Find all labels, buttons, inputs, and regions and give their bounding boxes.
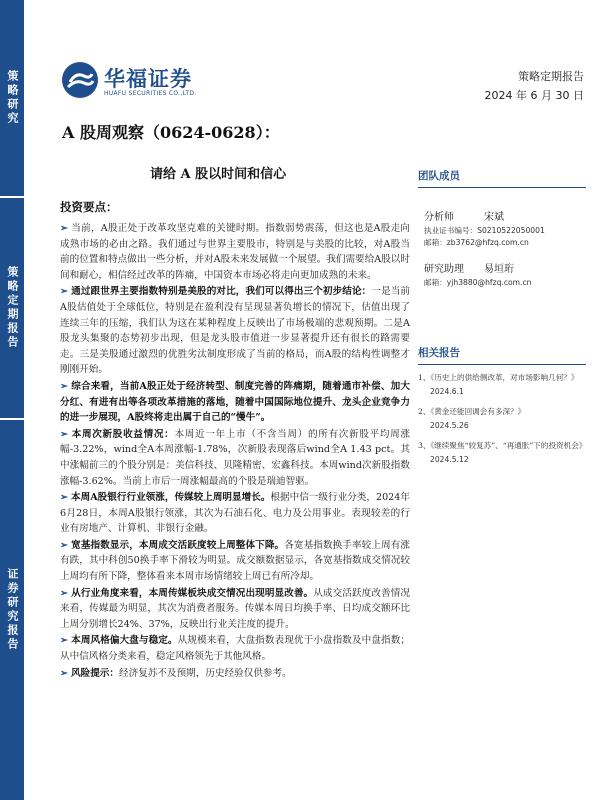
highlight-paragraph xyxy=(60,586,410,633)
company-logo xyxy=(62,62,212,102)
highlight-lead: 本周风格偏大盘与稳定。 xyxy=(71,635,178,647)
related-item[interactable] xyxy=(418,439,586,464)
analyst-role: 分析师 xyxy=(424,212,454,223)
document-title: A 股周观察（0624-0628）： xyxy=(62,123,280,142)
highlight-text: 根据中信一级行业分类，2024年6月28日，本周A股银行领涨，其次为石油石化、电力及公用事业。表现较差的行业有房地产、计算机、非银行金融。 xyxy=(60,492,410,535)
sidebar-section-periodic xyxy=(0,198,24,418)
highlight-lead: 从行业角度来看，本周传媒板块成交情况出现明显改善。 xyxy=(71,587,314,599)
bullet-arrow-icon: ➢ xyxy=(60,428,69,440)
highlight-paragraph xyxy=(60,221,410,283)
highlight-lead: 风险提示： xyxy=(71,667,120,679)
highlight-text: 当前，A股正处于改革攻坚克难的关键时期。指数弱势震荡，但这也是A股走向成熟市场的必由之路。我们通过与世界主要股市，特别是与美股的比较，对A股当前的位置和特点做出一些分析，并对A股未来发展做一个展望。我们需要给A股以时间和耐心，相信经过改革的阵痛，中国资本市场必将走向更加成熟的未来。 xyxy=(60,223,410,281)
highlight-paragraph xyxy=(60,379,410,426)
analyst-name: 宋斌 xyxy=(484,212,504,223)
assistant-name: 易垣珩 xyxy=(484,264,514,275)
team-section xyxy=(418,168,586,338)
assistant-email[interactable]: 邮箱：yjh3880@hfzq.com.cn xyxy=(424,278,532,287)
highlight-text: 各宽基指数换手率较上周有涨有跌，其中科创50换手率下滑较为明显。成交额数据显示，各宽基指数成交情况较上周均有所下降，整体看来本周市场情绪较上周已有所冷却。 xyxy=(60,539,411,583)
highlight-paragraph xyxy=(60,666,410,682)
highlights-heading: 投资要点： xyxy=(60,200,118,214)
analyst-email[interactable]: 邮箱：zb3762@hfzq.com.cn xyxy=(424,238,529,247)
highlight-lead: 综合来看，当前A股正处于经济转型、制度完善的阵痛期，随着通市补偿、加大分红、有进有出等各项改革措施的落地，随着中国国际地位提升、龙头企业竞争力的进一步展现，A股终将走出属于自己的“慢牛”。 xyxy=(60,380,410,424)
highlight-lead: 通过跟世界主要指数特别是美股的对比，我们可以得出三个初步结论： xyxy=(71,286,372,298)
bullet-arrow-icon: ➢ xyxy=(60,635,69,647)
highlight-paragraph xyxy=(60,538,410,585)
related-heading: 相关报告 xyxy=(418,345,586,365)
related-item[interactable] xyxy=(418,405,586,430)
assistant-role: 研究助理 xyxy=(424,264,464,275)
highlight-lead: 本周次新股收益情况： xyxy=(71,428,175,440)
bullet-arrow-icon: ➢ xyxy=(60,223,69,234)
report-type: 策略定期报告 xyxy=(518,70,584,83)
bullet-arrow-icon: ➢ xyxy=(60,587,69,599)
related-item[interactable] xyxy=(418,371,586,396)
related-item-date: 2024.6.1 xyxy=(430,387,464,396)
bullet-arrow-icon: ➢ xyxy=(60,539,69,551)
related-item-date: 2024.5.26 xyxy=(430,421,469,430)
sidebar-label-securities: 证券研究报告 xyxy=(6,568,19,652)
team-heading: 团队成员 xyxy=(418,168,586,188)
investment-highlights xyxy=(60,199,410,682)
bullet-arrow-icon: ➢ xyxy=(60,667,69,679)
highlights-list xyxy=(60,221,410,681)
related-reports xyxy=(418,345,586,473)
report-date: 2024 年 6 月 30 日 xyxy=(484,89,584,102)
highlight-paragraph xyxy=(60,284,410,378)
highlight-paragraph xyxy=(60,427,410,489)
bullet-arrow-icon: ➢ xyxy=(60,286,69,298)
analyst-cert: 执业证书编号：S0210522050001 xyxy=(424,226,545,235)
sidebar-section-strategy xyxy=(0,0,24,196)
document-subtitle: 请给 A 股以时间和信心 xyxy=(150,167,287,182)
highlight-text: 经济复苏不及预期，历史经验仅供参考。 xyxy=(119,667,292,679)
highlight-lead: 本周A股银行行业领涨，传媒较上周明显增长。 xyxy=(71,492,271,504)
logo-mark-icon xyxy=(62,62,98,98)
related-item-title[interactable]: 3、《继续聚焦“较复苏”、“再通胀”下的投资机会》 xyxy=(418,441,587,450)
bullet-arrow-icon: ➢ xyxy=(60,380,69,392)
left-sidebar xyxy=(0,0,24,800)
sidebar-section-securities xyxy=(0,420,24,800)
highlight-text: 从规模来看，大盘指数表现优于小盘指数及中盘指数；从中信风格分类来看，稳定风格领先于其他风格。 xyxy=(60,635,411,663)
highlight-lead: 宽基指数显示，本周成交活跃度较上周整体下降。 xyxy=(71,539,285,551)
related-item-title[interactable]: 2、《黄金还能回调会有多深？》 xyxy=(418,407,526,416)
highlight-paragraph xyxy=(60,490,410,537)
related-item-date: 2024.5.12 xyxy=(430,455,469,464)
sidebar-label-strategy: 策略研究 xyxy=(6,70,19,126)
highlight-text: 本周近一年上市（不含当周）的所有次新股平均周涨幅-3.22%，wind全A本周涨幅-1.78%，次新股表现落后wind全A 1.43 pct。其中涨幅前三的个股分别是：美信科技、贝隆精密、宏鑫科技。本周wind次新股指数涨幅-3.62%。当前上市后一周涨幅最高的个股是瑞迪智驱。 xyxy=(60,428,410,487)
highlight-text: 一是当前A股估值处于全球低位，特别是在盈利没有呈现显著负增长的情况下，估值出现了连续三年的压缩，我们认为这在某种程度上反映出了市场极端的悲观预期。二是A股龙头集聚的态势初步出现，但是龙头股市值进一步显著提升还有很长的路需要走。三是美股通过激烈的优胜劣汰制度形成了当前的格局，而A股的结构性调整才刚刚开始。 xyxy=(60,286,411,376)
highlight-paragraph xyxy=(60,633,410,664)
logo-name-en: HUAFU SECURITIES CO.,LTD. xyxy=(104,90,197,97)
logo-name-cn: 华福证券 xyxy=(104,67,192,91)
highlight-text: 从成交活跃度改善情况来看，传媒最为明显，其次为消费者服务。传媒本周日均换手率、日均成交额环比上周分别增长24%、37%，反映出行业关注度的提升。 xyxy=(60,587,411,630)
sidebar-label-periodic: 策略定期报告 xyxy=(6,266,19,350)
bullet-arrow-icon: ➢ xyxy=(60,492,69,504)
related-item-title[interactable]: 1、《历史上的供给侧改革，对市场影响几何？》 xyxy=(418,373,579,382)
